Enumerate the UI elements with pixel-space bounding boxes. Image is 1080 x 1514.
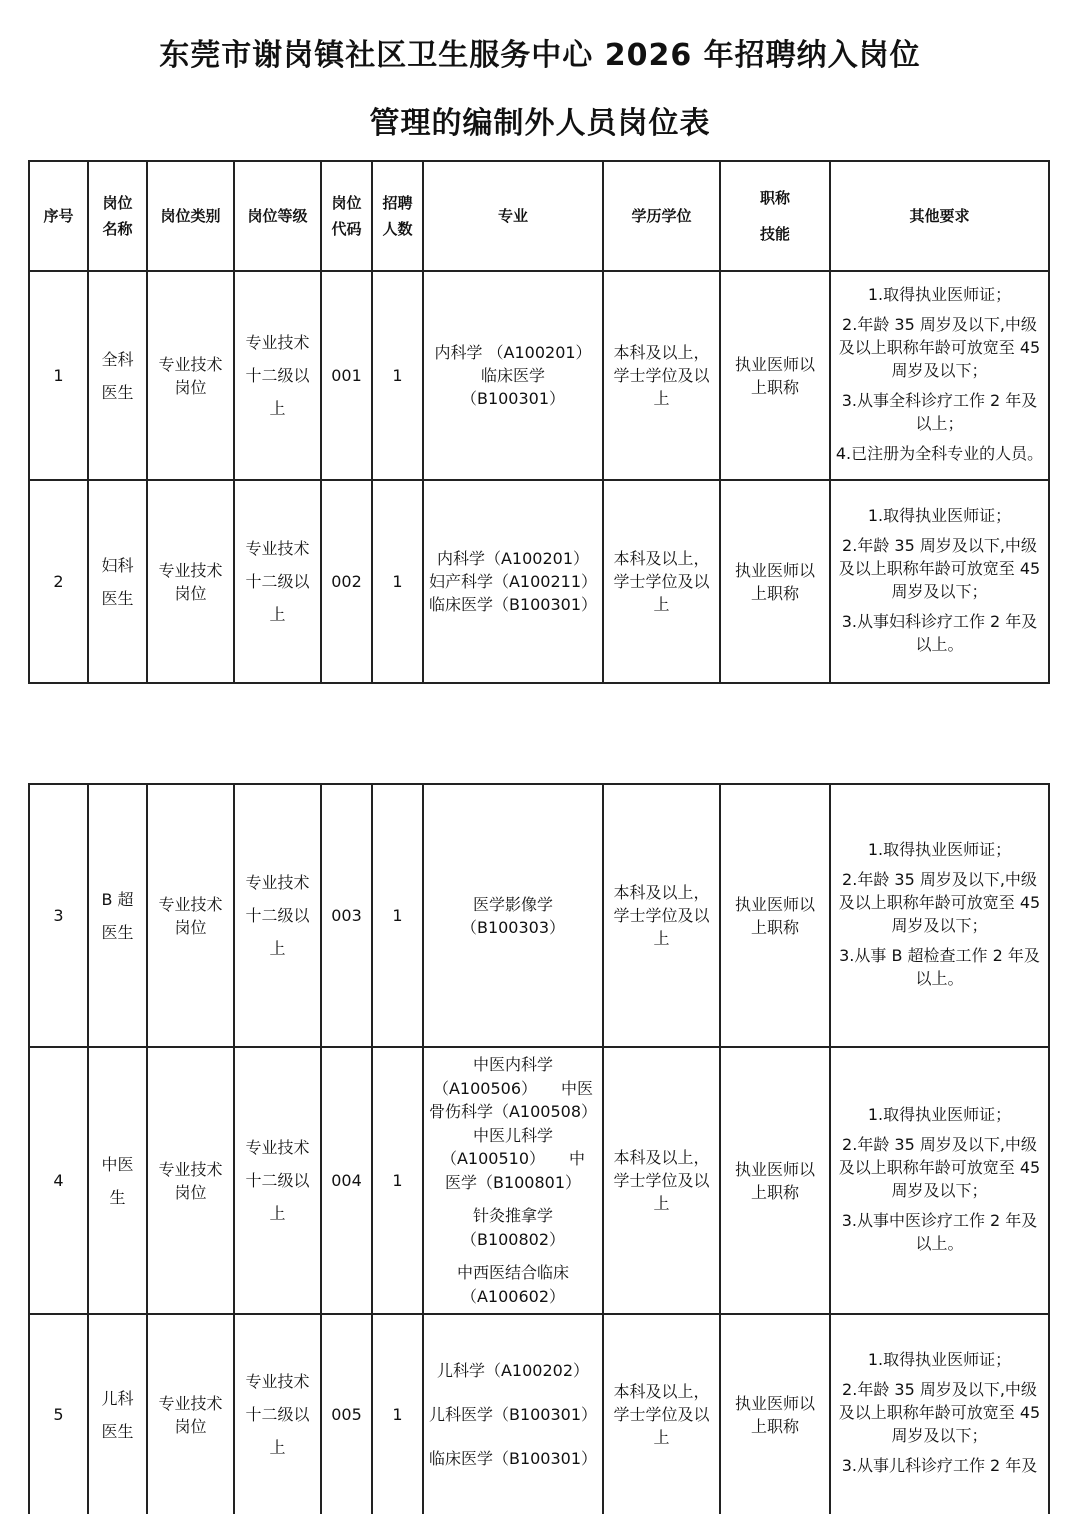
table-header-row: [29, 161, 1049, 271]
job-table-part-1: [28, 160, 1050, 684]
page-title: 东莞市谢岗镇社区卫生服务中心 2026 年招聘纳入岗位: [159, 38, 921, 73]
cell-grade: 专业技术 十二级以 上: [234, 784, 321, 1047]
cell-category: 专业技术 岗位: [147, 1314, 234, 1514]
cell-major: 中医内科学 （A100506） 中医 骨伤科学（A100508） 中医儿科学 （A100510） 中 医学（B100801） 针灸推拿学 （B100802） 中西医结合临床 （A100602）: [423, 1047, 603, 1314]
cell-education: 本科及以上， 学士学位及以 上: [603, 271, 720, 480]
cell-code: 002: [321, 480, 372, 683]
cell-count: 1: [372, 1314, 423, 1514]
cell-title-skill: 执业医师以 上职称: [720, 1047, 830, 1314]
cell-education: 本科及以上， 学士学位及以 上: [603, 1314, 720, 1514]
cell-major: 内科学 （A100201） 临床医学 （B100301）: [423, 271, 603, 480]
cell-code: 005: [321, 1314, 372, 1514]
table-row: [29, 271, 1049, 480]
cell-grade: 专业技术 十二级以 上: [234, 1314, 321, 1514]
cell-name: 中医 生: [88, 1047, 147, 1314]
cell-name: 全科 医生: [88, 271, 147, 480]
header-code: 岗位 代码: [321, 161, 372, 271]
cell-name: 妇科 医生: [88, 480, 147, 683]
cell-count: 1: [372, 480, 423, 683]
cell-grade: 专业技术 十二级以 上: [234, 1047, 321, 1314]
cell-title-skill: 执业医师以 上职称: [720, 784, 830, 1047]
cell-other: 1.取得执业医师证； 2.年龄 35 周岁及以下,中级及以上职称年龄可放宽至 45 周岁及以下； 3.从事妇科诊疗工作 2 年及以上。: [830, 480, 1049, 683]
cell-category: 专业技术 岗位: [147, 271, 234, 480]
header-category: 岗位类别: [147, 161, 234, 271]
cell-major: 儿科学（A100202） 儿科医学（B100301） 临床医学（B100301）: [423, 1314, 603, 1514]
cell-major: 内科学（A100201） 妇产科学（A100211） 临床医学（B100301）: [423, 480, 603, 683]
cell-seq: 1: [29, 271, 88, 480]
table-row: [29, 784, 1049, 1047]
cell-code: 004: [321, 1047, 372, 1314]
cell-other: 1.取得执业医师证； 2.年龄 35 周岁及以下,中级及以上职称年龄可放宽至 45 周岁及以下； 3.从事全科诊疗工作 2 年及以上； 4.已注册为全科专业的人员。: [830, 271, 1049, 480]
cell-other: 1.取得执业医师证； 2.年龄 35 周岁及以下,中级及以上职称年龄可放宽至 45 周岁及以下； 3.从事儿科诊疗工作 2 年及: [830, 1314, 1049, 1514]
cell-code: 003: [321, 784, 372, 1047]
cell-category: 专业技术 岗位: [147, 784, 234, 1047]
header-major: 专业: [423, 161, 603, 271]
cell-education: 本科及以上， 学士学位及以 上: [603, 1047, 720, 1314]
cell-category: 专业技术 岗位: [147, 480, 234, 683]
header-education: 学历学位: [603, 161, 720, 271]
header-seq: 序号: [29, 161, 88, 271]
cell-major: 医学影像学 （B100303）: [423, 784, 603, 1047]
cell-seq: 3: [29, 784, 88, 1047]
cell-count: 1: [372, 271, 423, 480]
header-other: 其他要求: [830, 161, 1049, 271]
header-name: 岗位 名称: [88, 161, 147, 271]
cell-grade: 专业技术 十二级以 上: [234, 480, 321, 683]
cell-code: 001: [321, 271, 372, 480]
cell-education: 本科及以上， 学士学位及以 上: [603, 480, 720, 683]
cell-title-skill: 执业医师以 上职称: [720, 1314, 830, 1514]
cell-count: 1: [372, 784, 423, 1047]
job-table-part-2: [28, 783, 1050, 1514]
header-grade: 岗位等级: [234, 161, 321, 271]
page-subtitle: 管理的编制外人员岗位表: [369, 106, 711, 141]
table-row: [29, 1314, 1049, 1514]
header-count: 招聘 人数: [372, 161, 423, 271]
cell-title-skill: 执业医师以 上职称: [720, 480, 830, 683]
cell-education: 本科及以上， 学士学位及以 上: [603, 784, 720, 1047]
cell-grade: 专业技术 十二级以 上: [234, 271, 321, 480]
header-title-skill: 职称 技能: [720, 161, 830, 271]
cell-name: 儿科 医生: [88, 1314, 147, 1514]
cell-other: 1.取得执业医师证； 2.年龄 35 周岁及以下,中级及以上职称年龄可放宽至 45 周岁及以下； 3.从事中医诊疗工作 2 年及以上。: [830, 1047, 1049, 1314]
cell-title-skill: 执业医师以 上职称: [720, 271, 830, 480]
cell-name: B 超 医生: [88, 784, 147, 1047]
cell-seq: 4: [29, 1047, 88, 1314]
cell-category: 专业技术 岗位: [147, 1047, 234, 1314]
table-row: [29, 480, 1049, 683]
cell-count: 1: [372, 1047, 423, 1314]
cell-other: 1.取得执业医师证； 2.年龄 35 周岁及以下,中级及以上职称年龄可放宽至 45 周岁及以下； 3.从事 B 超检查工作 2 年及以上。: [830, 784, 1049, 1047]
cell-seq: 2: [29, 480, 88, 683]
table-row: [29, 1047, 1049, 1314]
cell-seq: 5: [29, 1314, 88, 1514]
